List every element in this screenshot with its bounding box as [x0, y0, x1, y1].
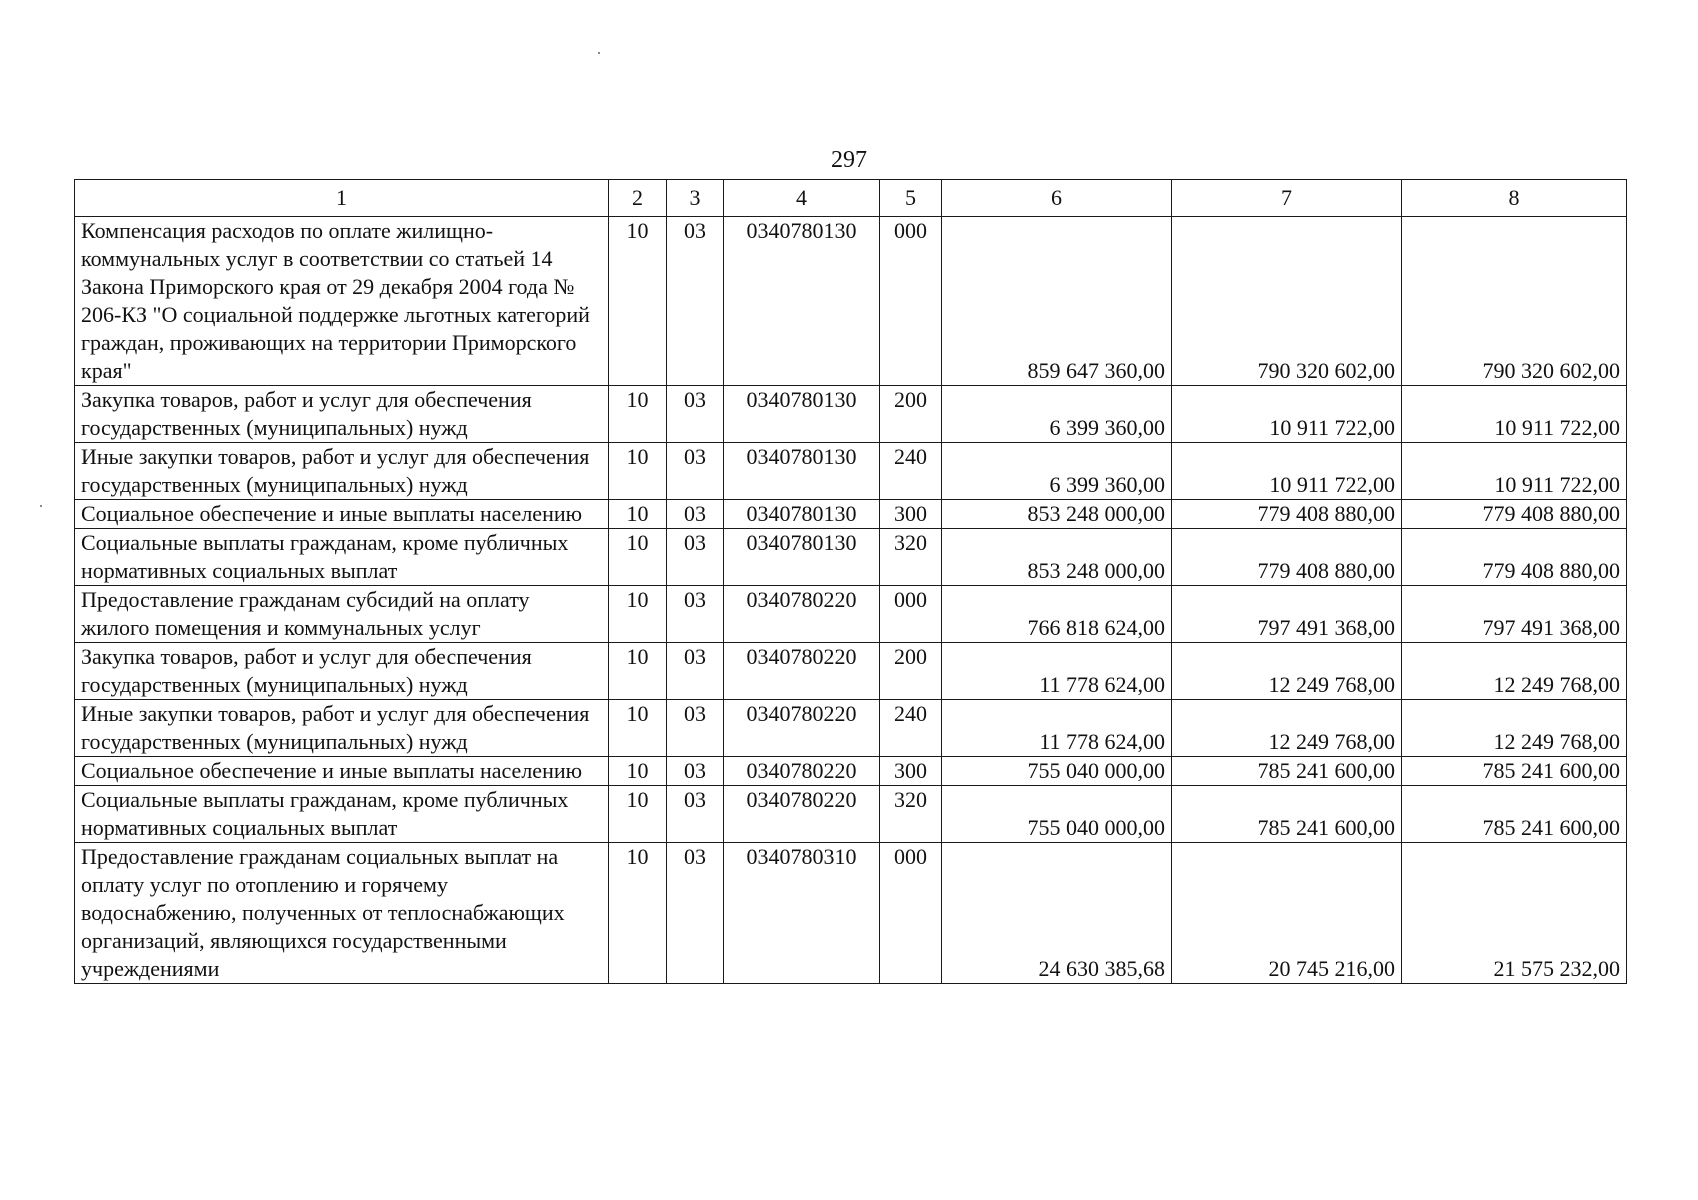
row-target-code: 0340780310: [724, 843, 880, 984]
row-expense-type-code: 240: [880, 443, 942, 500]
row-target-code: 0340780220: [724, 586, 880, 643]
row-subsection-code: 03: [667, 643, 724, 700]
row-name: Предоставление гражданам социальных выплат на оплату услуг по отоплению и горячему водоснабжению, полученных от теплоснабжающих организаций, являющихся государственными учреждениями: [75, 843, 609, 984]
table-row: [75, 217, 1627, 386]
row-subsection-code: 03: [667, 386, 724, 443]
row-amount-col7: 20 745 216,00: [1172, 843, 1402, 984]
table-row: [75, 643, 1627, 700]
row-amount-col7: 797 491 368,00: [1172, 586, 1402, 643]
page-number: 297: [831, 147, 867, 173]
row-amount-col8: 785 241 600,00: [1402, 757, 1627, 786]
table-row: [75, 786, 1627, 843]
row-name: Предоставление гражданам субсидий на оплату жилого помещения и коммунальных услуг: [75, 586, 609, 643]
scan-speck: [40, 505, 42, 507]
row-expense-type-code: 240: [880, 700, 942, 757]
row-amount-col6: 11 778 624,00: [942, 700, 1172, 757]
row-amount-col8: 797 491 368,00: [1402, 586, 1627, 643]
table-row: [75, 757, 1627, 786]
row-amount-col8: 12 249 768,00: [1402, 643, 1627, 700]
row-section-code: 10: [609, 757, 667, 786]
row-target-code: 0340780220: [724, 700, 880, 757]
row-target-code: 0340780220: [724, 786, 880, 843]
row-section-code: 10: [609, 443, 667, 500]
row-amount-col7: 785 241 600,00: [1172, 786, 1402, 843]
row-amount-col6: 755 040 000,00: [942, 757, 1172, 786]
table-row: [75, 443, 1627, 500]
row-name: Иные закупки товаров, работ и услуг для обеспечения государственных (муниципальных) нужд: [75, 443, 609, 500]
header-cell: 8: [1402, 180, 1627, 217]
row-subsection-code: 03: [667, 217, 724, 386]
row-amount-col8: 10 911 722,00: [1402, 443, 1627, 500]
header-cell: 2: [609, 180, 667, 217]
row-amount-col7: 12 249 768,00: [1172, 700, 1402, 757]
row-amount-col8: 10 911 722,00: [1402, 386, 1627, 443]
row-target-code: 0340780130: [724, 386, 880, 443]
row-section-code: 10: [609, 500, 667, 529]
row-amount-col8: 779 408 880,00: [1402, 500, 1627, 529]
row-expense-type-code: 200: [880, 386, 942, 443]
row-name: Социальные выплаты гражданам, кроме публичных нормативных социальных выплат: [75, 786, 609, 843]
header-cell: 6: [942, 180, 1172, 217]
row-amount-col6: 755 040 000,00: [942, 786, 1172, 843]
row-name: Социальное обеспечение и иные выплаты населению: [75, 757, 609, 786]
row-section-code: 10: [609, 586, 667, 643]
table-row: [75, 843, 1627, 984]
row-section-code: 10: [609, 843, 667, 984]
row-name: Социальное обеспечение и иные выплаты населению: [75, 500, 609, 529]
row-amount-col8: 790 320 602,00: [1402, 217, 1627, 386]
row-amount-col6: 766 818 624,00: [942, 586, 1172, 643]
row-amount-col7: 790 320 602,00: [1172, 217, 1402, 386]
row-expense-type-code: 320: [880, 529, 942, 586]
row-amount-col7: 785 241 600,00: [1172, 757, 1402, 786]
row-expense-type-code: 300: [880, 500, 942, 529]
row-amount-col7: 779 408 880,00: [1172, 500, 1402, 529]
table-row: [75, 700, 1627, 757]
row-section-code: 10: [609, 643, 667, 700]
row-amount-col6: 853 248 000,00: [942, 529, 1172, 586]
header-cell: 4: [724, 180, 880, 217]
row-section-code: 10: [609, 529, 667, 586]
row-subsection-code: 03: [667, 757, 724, 786]
row-subsection-code: 03: [667, 586, 724, 643]
table-row: [75, 529, 1627, 586]
row-target-code: 0340780130: [724, 500, 880, 529]
table-row: [75, 386, 1627, 443]
table-body: [75, 180, 1627, 984]
row-section-code: 10: [609, 786, 667, 843]
row-section-code: 10: [609, 386, 667, 443]
row-amount-col6: 853 248 000,00: [942, 500, 1172, 529]
header-cell: 3: [667, 180, 724, 217]
row-name: Компенсация расходов по оплате жилищно-коммунальных услуг в соответствии со статьей 14 Закона Приморского края от 29 декабря 2004 года № 206-КЗ "О социальной поддержке льготных категорий граждан, проживающих на территории Приморского края": [75, 217, 609, 386]
row-amount-col6: 6 399 360,00: [942, 443, 1172, 500]
row-amount-col8: 12 249 768,00: [1402, 700, 1627, 757]
row-amount-col8: 785 241 600,00: [1402, 786, 1627, 843]
header-cell: 7: [1172, 180, 1402, 217]
row-section-code: 10: [609, 700, 667, 757]
row-amount-col8: 779 408 880,00: [1402, 529, 1627, 586]
row-target-code: 0340780220: [724, 757, 880, 786]
row-amount-col6: 859 647 360,00: [942, 217, 1172, 386]
row-subsection-code: 03: [667, 843, 724, 984]
row-expense-type-code: 000: [880, 586, 942, 643]
row-name: Социальные выплаты гражданам, кроме публичных нормативных социальных выплат: [75, 529, 609, 586]
table-row: [75, 500, 1627, 529]
row-amount-col6: 6 399 360,00: [942, 386, 1172, 443]
row-target-code: 0340780130: [724, 217, 880, 386]
row-subsection-code: 03: [667, 700, 724, 757]
row-subsection-code: 03: [667, 500, 724, 529]
row-amount-col8: 21 575 232,00: [1402, 843, 1627, 984]
budget-table: [74, 179, 1627, 984]
row-amount-col7: 10 911 722,00: [1172, 443, 1402, 500]
row-amount-col7: 779 408 880,00: [1172, 529, 1402, 586]
header-cell: 5: [880, 180, 942, 217]
scan-speck: [598, 52, 600, 54]
row-name: Закупка товаров, работ и услуг для обеспечения государственных (муниципальных) нужд: [75, 386, 609, 443]
row-target-code: 0340780220: [724, 643, 880, 700]
row-subsection-code: 03: [667, 786, 724, 843]
row-expense-type-code: 320: [880, 786, 942, 843]
header-row: [75, 180, 1627, 217]
row-target-code: 0340780130: [724, 443, 880, 500]
header-cell: 1: [75, 180, 609, 217]
row-expense-type-code: 200: [880, 643, 942, 700]
row-amount-col6: 11 778 624,00: [942, 643, 1172, 700]
row-expense-type-code: 000: [880, 217, 942, 386]
row-name: Закупка товаров, работ и услуг для обеспечения государственных (муниципальных) нужд: [75, 643, 609, 700]
row-target-code: 0340780130: [724, 529, 880, 586]
row-subsection-code: 03: [667, 529, 724, 586]
row-section-code: 10: [609, 217, 667, 386]
row-amount-col7: 10 911 722,00: [1172, 386, 1402, 443]
row-name: Иные закупки товаров, работ и услуг для обеспечения государственных (муниципальных) нужд: [75, 700, 609, 757]
row-amount-col6: 24 630 385,68: [942, 843, 1172, 984]
row-amount-col7: 12 249 768,00: [1172, 643, 1402, 700]
table-row: [75, 586, 1627, 643]
row-expense-type-code: 300: [880, 757, 942, 786]
row-subsection-code: 03: [667, 443, 724, 500]
row-expense-type-code: 000: [880, 843, 942, 984]
